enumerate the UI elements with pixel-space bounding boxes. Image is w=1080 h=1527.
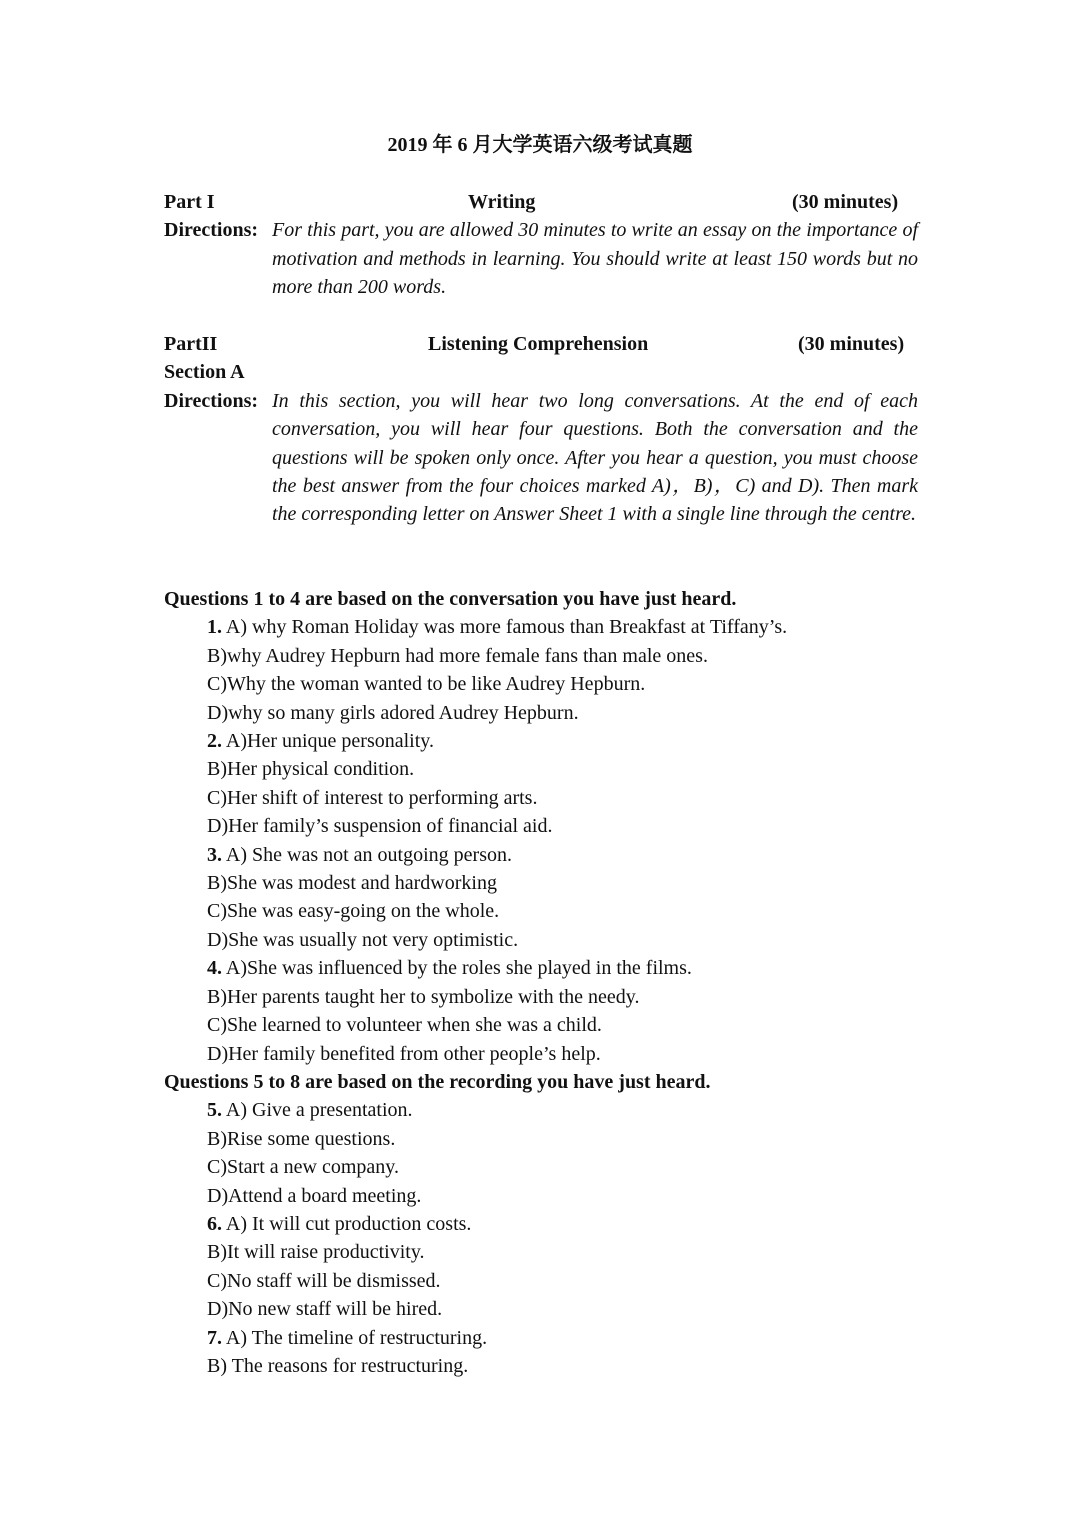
part1-section: [164, 188, 918, 302]
question-6-option-a: [164, 1210, 918, 1238]
part2-directions-label: Directions:: [164, 389, 259, 412]
part1-header: [164, 188, 918, 216]
question-1-option-d: D)why so many girls adored Audrey Hepburn.: [207, 701, 579, 724]
question-5-number: 5.: [207, 1099, 222, 1122]
question-1-option-b: B)why Audrey Hepburn had more female fans than male ones.: [207, 644, 708, 667]
part2-name: Listening Comprehension: [428, 333, 649, 355]
question-4-option-a-text: A)She was influenced by the roles she played in the films.: [222, 957, 692, 980]
question-1-option-a: [164, 613, 918, 641]
part2-time: (30 minutes): [798, 333, 905, 355]
part1-directions-text: For this part, you are allowed 30 minutes to write an essay on the importance of motivation and methods in learning. You should write at least 150 words but no more than 200 words.: [272, 219, 918, 299]
question-2-option-a-text: A)Her unique personality.: [222, 730, 434, 753]
question-3-number: 3.: [207, 843, 222, 866]
part1-directions: [164, 216, 918, 301]
questions-list: [164, 585, 918, 1380]
question-4-option-a: [164, 954, 918, 982]
question-5-option-d: D)Attend a board meeting.: [207, 1184, 422, 1207]
question-2-option-b: B)Her physical condition.: [207, 758, 415, 781]
question-2-option-a: [164, 727, 918, 755]
question-7-number: 7.: [207, 1326, 222, 1349]
question-5-option-a: [164, 1096, 918, 1124]
question-5-option-b: B)Rise some questions.: [207, 1127, 396, 1150]
question-5-option-a-text: A) Give a presentation.: [222, 1099, 413, 1122]
part1-name: Writing: [468, 191, 536, 213]
question-3-option-a-text: A) She was not an outgoing person.: [222, 843, 512, 866]
question-3-option-b: B)She was modest and hardworking: [207, 872, 497, 895]
question-5-option-c: C)Start a new company.: [207, 1156, 399, 1179]
page-title: 2019 年 6 月大学英语六级考试真题: [387, 134, 693, 156]
part1-directions-label: Directions:: [164, 219, 259, 242]
question-6-option-b: B)It will raise productivity.: [207, 1241, 425, 1264]
question-2-option-d: D)Her family’s suspension of financial aid.: [207, 815, 553, 838]
part1-label: Part I: [164, 191, 215, 213]
part2-directions-text: In this section, you will hear two long conversations. At the end of each conversation, you will hear four questions. Both the conversation and the questions will be spoken only once. After you hear a question, you must choose the best answer from the four choices marked A)，B)，C) and D). Then mark the corresponding letter on Answer Sheet 1 with a single line through the centre.: [272, 389, 918, 526]
question-3-option-d: D)She was usually not very optimistic.: [207, 928, 519, 951]
question-7-option-b: B) The reasons for restructuring.: [207, 1354, 469, 1377]
question-6-option-c: C)No staff will be dismissed.: [207, 1269, 441, 1292]
question-6-option-a-text: A) It will cut production costs.: [222, 1212, 472, 1235]
part2-label: PartII: [164, 333, 218, 355]
question-6-option-d: D)No new staff will be hired.: [207, 1298, 443, 1321]
part2-header: [164, 330, 918, 358]
question-6-number: 6.: [207, 1212, 222, 1235]
question-7-option-a-text: A) The timeline of restructuring.: [222, 1326, 488, 1349]
question-4-option-d: D)Her family benefited from other people’s help.: [207, 1042, 601, 1065]
part1-time: (30 minutes): [792, 191, 899, 213]
group1-heading: Questions 1 to 4 are based on the conversation you have just heard.: [164, 588, 737, 610]
question-1-number: 1.: [207, 616, 222, 639]
question-3-option-a: [164, 841, 918, 869]
part2-directions: [164, 387, 918, 529]
question-2-option-c: C)Her shift of interest to performing arts.: [207, 786, 538, 809]
question-1-option-a-text: A) why Roman Holiday was more famous than Breakfast at Tiffany’s.: [222, 616, 788, 639]
question-7-option-a: [164, 1324, 918, 1352]
question-3-option-c: C)She was easy-going on the whole.: [207, 900, 500, 923]
question-1-option-c: C)Why the woman wanted to be like Audrey Hepburn.: [207, 673, 646, 696]
question-4-option-c: C)She learned to volunteer when she was a child.: [207, 1014, 602, 1037]
group2-heading: Questions 5 to 8 are based on the recording you have just heard.: [164, 1070, 711, 1093]
question-2-number: 2.: [207, 730, 222, 753]
part2-section: [164, 330, 918, 529]
question-4-number: 4.: [207, 957, 222, 980]
section-a-heading: Section A: [164, 361, 245, 384]
question-4-option-b: B)Her parents taught her to symbolize with the needy.: [207, 985, 640, 1008]
